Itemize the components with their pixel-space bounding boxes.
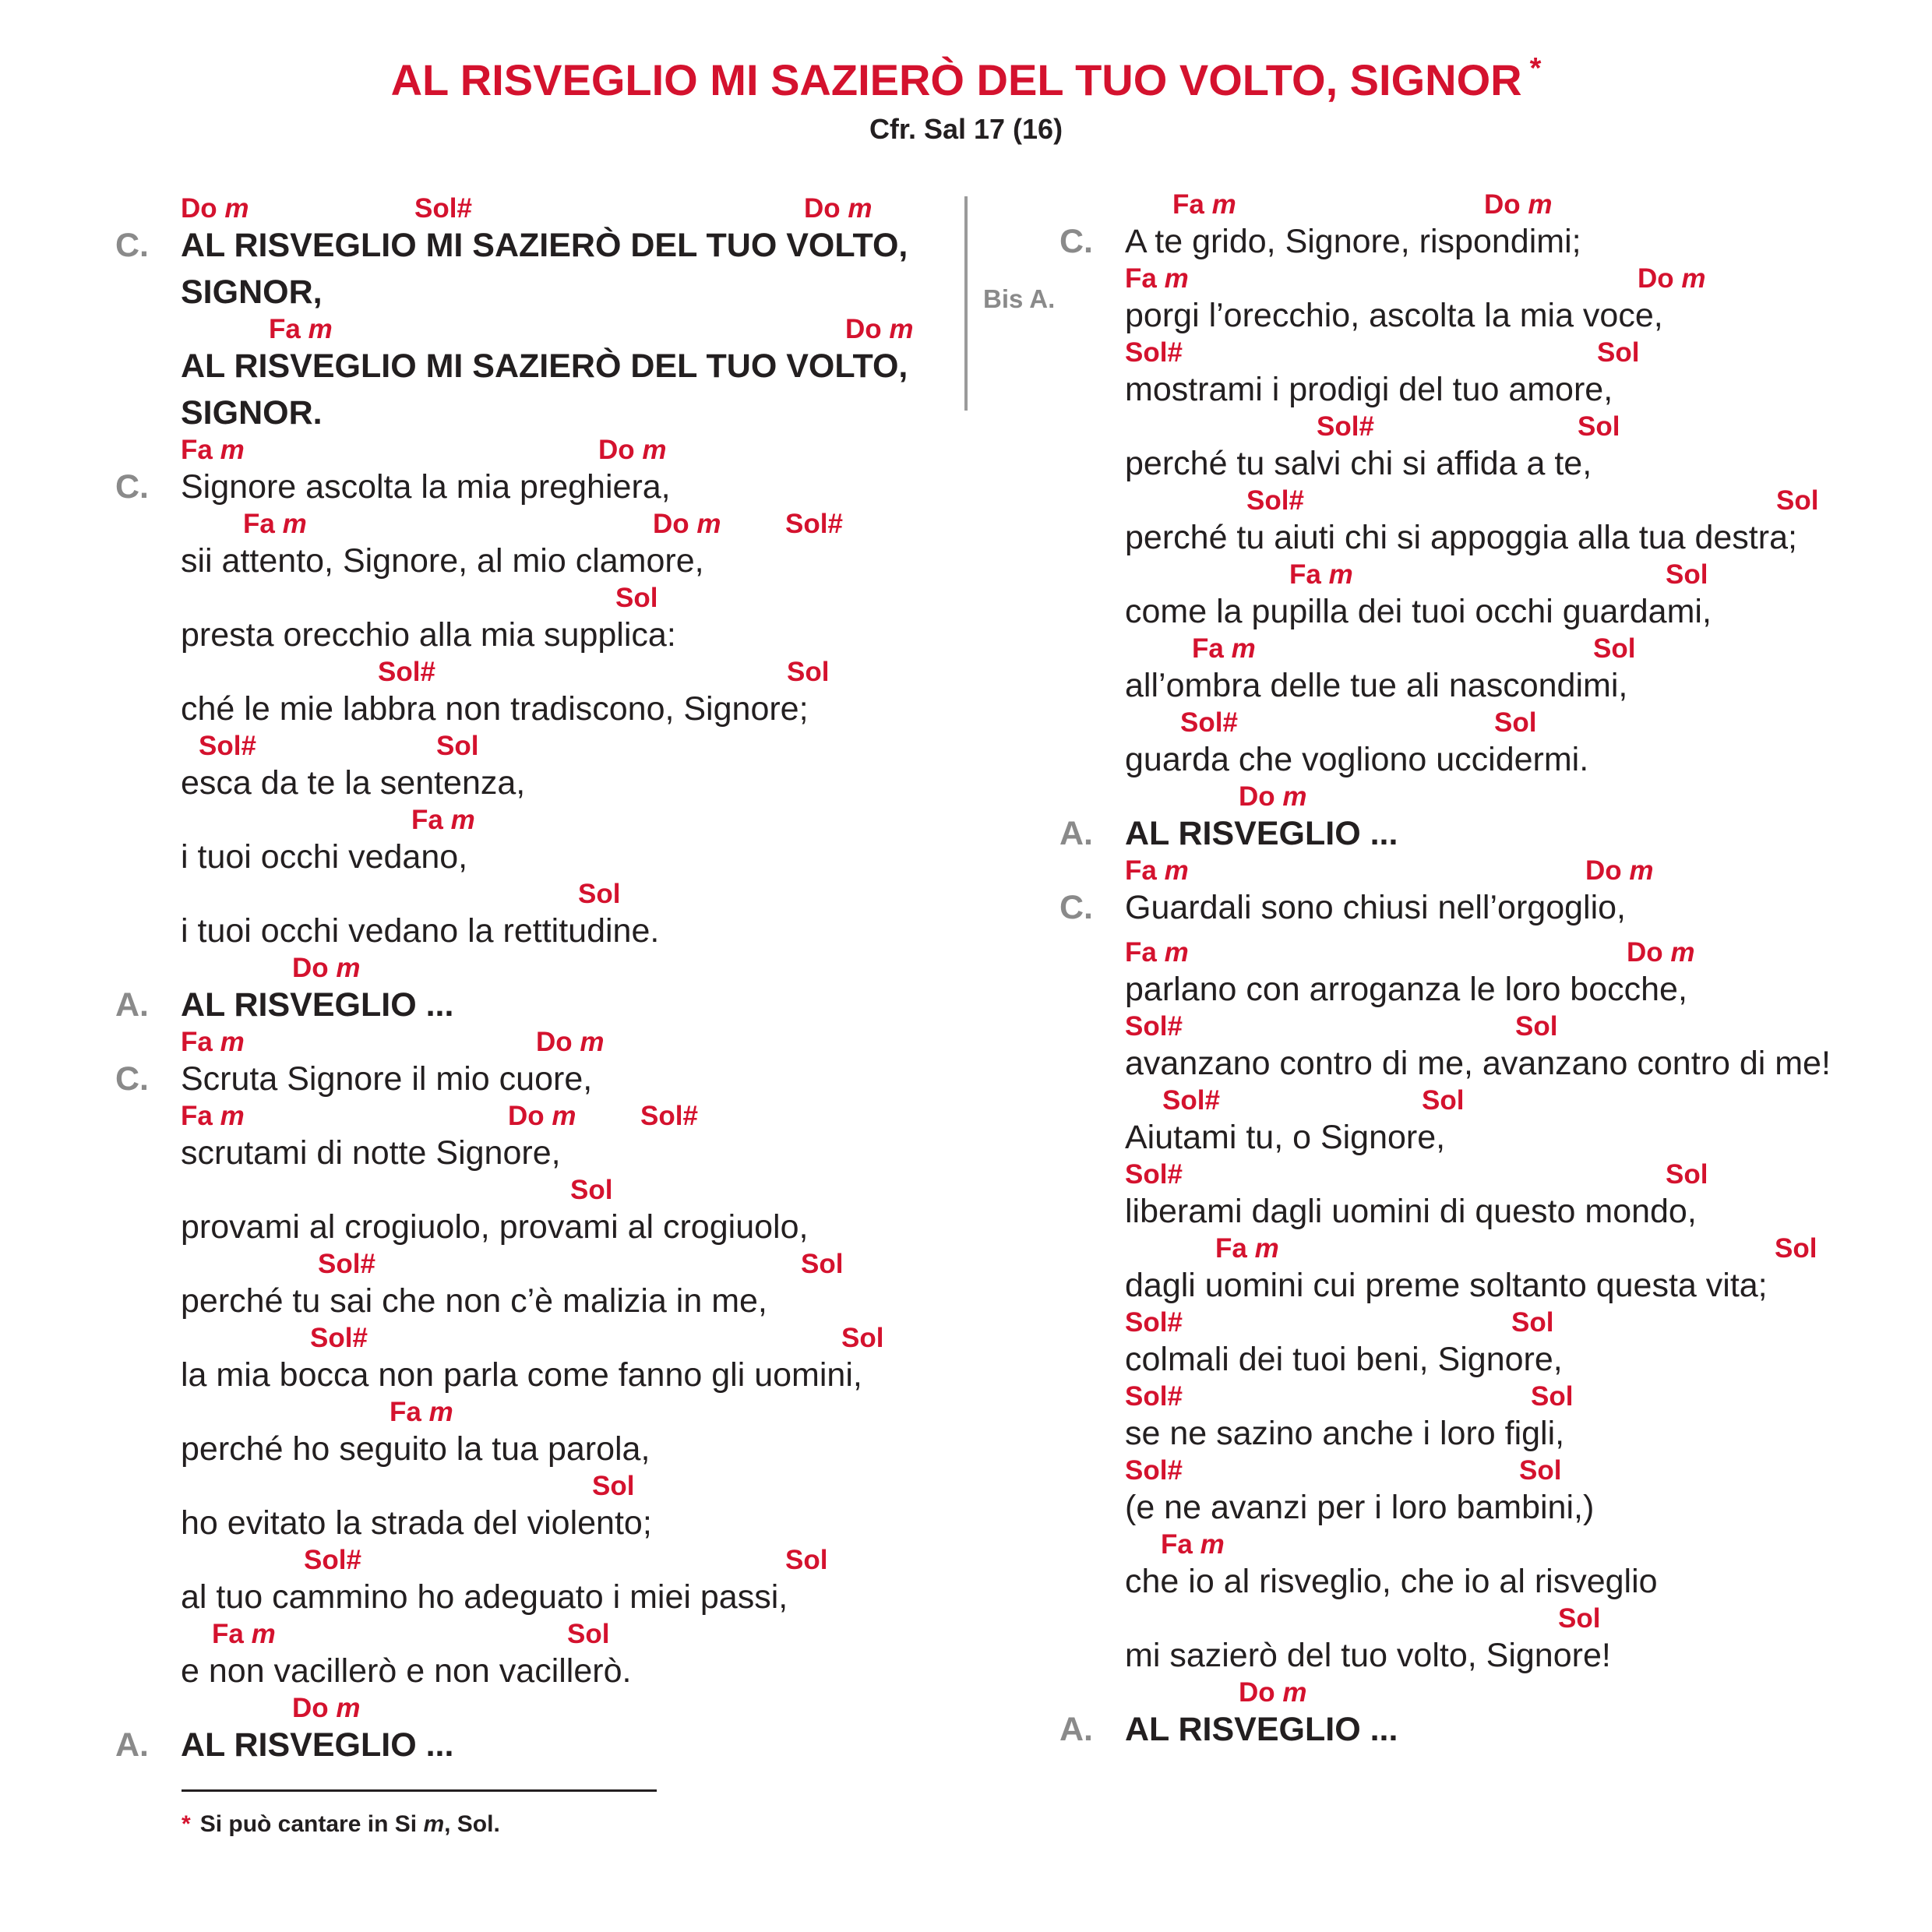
chord-root: Sol#	[1246, 485, 1304, 516]
chord-symbol	[1519, 1455, 1561, 1486]
chord-symbol	[801, 1249, 843, 1280]
song-title	[0, 52, 1932, 105]
chord-symbol	[592, 1471, 634, 1502]
chord-root: Sol	[841, 1323, 884, 1353]
lyric-line: scrutami di notte Signore,	[181, 1134, 561, 1172]
chord-root: Sol	[1519, 1455, 1562, 1486]
chord-root: Fa	[1289, 559, 1321, 590]
chord-minor-mark: m	[1164, 855, 1189, 886]
lyric-line: dagli uomini cui preme soltanto questa vita;	[1125, 1267, 1768, 1304]
chord-symbol	[1125, 1381, 1183, 1412]
lyric-line: avanzano contro di me, avanzano contro di me!	[1125, 1045, 1831, 1082]
chord-root: Fa	[181, 1101, 213, 1131]
chord-minor-mark: m	[336, 953, 361, 983]
refrain-lyric-line: AL RISVEGLIO ...	[181, 986, 454, 1024]
lyric-line: mi sazierò del tuo volto, Signore!	[1125, 1637, 1611, 1674]
chord-minor-mark: m	[220, 1027, 245, 1057]
chord-root: Sol#	[1162, 1085, 1220, 1116]
chord-minor-mark: m	[1200, 1529, 1225, 1560]
bis-bracket	[964, 196, 968, 411]
lyric-line: i tuoi occhi vedano la rettitudine.	[181, 912, 660, 950]
lyric-line: ho evitato la strada del violento;	[181, 1504, 652, 1542]
lyric-line: guarda che vogliono uccidermi.	[1125, 741, 1589, 778]
chord-symbol	[1239, 781, 1307, 813]
chord-root: Sol	[1558, 1603, 1601, 1634]
chord-minor-mark: m	[552, 1101, 576, 1131]
chord-symbol	[1162, 1085, 1220, 1116]
bis-label: Bis A.	[983, 284, 1056, 313]
chord-minor-mark: m	[251, 1619, 276, 1649]
chord-symbol	[1172, 189, 1236, 220]
chord-root: Do	[536, 1027, 573, 1057]
footnote	[182, 1811, 500, 1838]
lyric-line: Aiutami tu, o Signore,	[1125, 1119, 1446, 1156]
chord-root: Sol	[1422, 1085, 1465, 1116]
chord-symbol	[1125, 1011, 1183, 1042]
chord-minor-mark: m	[1328, 559, 1353, 590]
chord-minor-mark: m	[282, 509, 307, 539]
chord-root: Sol	[1775, 1233, 1817, 1264]
chord-root: Sol	[1776, 485, 1819, 516]
section-label: A.	[115, 1726, 149, 1764]
chord-symbol	[785, 1545, 827, 1576]
chord-minor-mark: m	[224, 193, 249, 224]
refrain-lyric-line: SIGNOR.	[181, 394, 323, 432]
chord-symbol	[1627, 937, 1695, 968]
chord-symbol	[1666, 559, 1708, 591]
chord-root: Do	[1638, 263, 1674, 294]
chord-root: Sol	[592, 1471, 635, 1501]
chord-symbol	[845, 314, 914, 345]
chord-minor-mark: m	[1282, 781, 1307, 812]
chord-symbol	[640, 1101, 698, 1132]
chord-root: Sol#	[1125, 1455, 1183, 1486]
chord-symbol	[1246, 485, 1304, 516]
chord-symbol	[804, 193, 873, 224]
lyric-line: ché le mie labbra non tradiscono, Signore;	[181, 690, 809, 728]
chord-minor-mark: m	[336, 1693, 361, 1723]
chord-root: Sol#	[199, 731, 256, 761]
lyric-line: colmali dei tuoi beni, Signore,	[1125, 1341, 1563, 1378]
chord-minor-mark: m	[1254, 1233, 1279, 1264]
chord-symbol	[1484, 189, 1553, 220]
chord-root: Do	[1239, 781, 1275, 812]
lyric-line: A te grido, Signore, rispondimi;	[1125, 223, 1581, 260]
chord-root: Fa	[243, 509, 275, 539]
chord-root: Fa	[411, 805, 443, 835]
chord-symbol	[304, 1545, 361, 1576]
chord-root: Sol#	[1125, 1307, 1183, 1338]
chord-minor-mark: m	[1164, 263, 1189, 294]
lyric-line: all’ombra delle tue ali nascondimi,	[1125, 667, 1628, 704]
chord-symbol	[1775, 1233, 1817, 1264]
lyric-line: parlano con arroganza le loro bocche,	[1125, 971, 1687, 1008]
section-label: A.	[1059, 1711, 1093, 1748]
chord-root: Sol	[785, 1545, 828, 1575]
chord-minor-mark: m	[642, 435, 667, 465]
chord-symbol	[318, 1249, 375, 1280]
chord-symbol	[1638, 263, 1706, 294]
chord-root: Sol#	[1125, 337, 1183, 368]
lyric-line: sii attento, Signore, al mio clamore,	[181, 542, 704, 580]
chord-root: Do	[1627, 937, 1663, 968]
chord-root: Do	[1585, 855, 1622, 886]
chord-symbol	[378, 657, 435, 688]
chord-symbol	[1125, 1307, 1183, 1338]
chord-symbol	[653, 509, 721, 540]
chord-symbol	[841, 1323, 883, 1354]
refrain-lyric-line: SIGNOR,	[181, 273, 323, 311]
section-label: C.	[115, 227, 149, 264]
chord-minor-mark: m	[428, 1397, 453, 1427]
chord-minor-mark: m	[1670, 937, 1695, 968]
chord-root: Fa	[181, 435, 213, 465]
chord-root: Sol	[787, 657, 830, 687]
chord-symbol	[212, 1619, 276, 1650]
footnote-text-after: , Sol.	[444, 1811, 500, 1837]
refrain-lyric-line: AL RISVEGLIO ...	[181, 1726, 454, 1764]
chord-root: Sol#	[1125, 1381, 1183, 1412]
chord-symbol	[411, 805, 475, 836]
lyric-line: liberami dagli uomini di questo mondo,	[1125, 1193, 1697, 1230]
chord-symbol	[1531, 1381, 1573, 1412]
lyric-line: come la pupilla dei tuoi occhi guardami,	[1125, 593, 1712, 630]
chord-symbol	[787, 657, 829, 688]
chord-symbol	[1289, 559, 1353, 591]
chord-symbol	[598, 435, 667, 466]
chord-symbol	[1239, 1677, 1307, 1708]
chord-symbol	[1161, 1529, 1225, 1560]
chord-minor-mark: m	[1629, 855, 1654, 886]
lyric-line: perché tu sai che non c’è malizia in me,	[181, 1282, 767, 1320]
chord-root: Do	[181, 193, 217, 224]
chord-root: Sol#	[1180, 707, 1238, 738]
chord-symbol	[181, 435, 245, 466]
chord-symbol	[310, 1323, 368, 1354]
chord-root: Sol	[578, 879, 621, 909]
chord-symbol	[181, 193, 249, 224]
chord-symbol	[436, 731, 478, 762]
section-label: C.	[115, 468, 149, 506]
chord-root: Sol	[1578, 411, 1620, 442]
chord-symbol	[615, 583, 658, 614]
chord-symbol	[785, 509, 843, 540]
chord-root: Sol#	[304, 1545, 361, 1575]
lyric-line: perché tu aiuti chi si appoggia alla tua destra;	[1125, 519, 1797, 556]
lyric-line: al tuo cammino ho adeguato i miei passi,	[181, 1578, 788, 1616]
chord-symbol	[1192, 633, 1256, 665]
chord-root: Fa	[390, 1397, 421, 1427]
chord-root: Sol	[1597, 337, 1640, 368]
chord-minor-mark: m	[1528, 189, 1553, 220]
chord-root: Fa	[1125, 937, 1157, 968]
chord-root: Sol	[1515, 1011, 1558, 1042]
chord-root: Sol	[567, 1619, 610, 1649]
chord-symbol	[1666, 1159, 1708, 1190]
chord-root: Sol#	[785, 509, 843, 539]
lyric-line: la mia bocca non parla come fanno gli uomini,	[181, 1356, 862, 1394]
chord-root: Fa	[1125, 263, 1157, 294]
chord-symbol	[1180, 707, 1238, 739]
chord-root: Fa	[212, 1619, 244, 1649]
lyric-line: porgi l’orecchio, ascolta la mia voce,	[1125, 297, 1663, 334]
chord-root: Sol#	[414, 193, 472, 224]
chord-symbol	[1125, 1455, 1183, 1486]
chord-symbol	[1597, 337, 1639, 368]
lyric-line: presta orecchio alla mia supplica:	[181, 616, 676, 654]
lyric-line: (e ne avanzi per i loro bambini,)	[1125, 1489, 1595, 1526]
chord-root: Fa	[1215, 1233, 1247, 1264]
chord-symbol	[1422, 1085, 1464, 1116]
section-label: C.	[115, 1060, 149, 1098]
lyric-line: i tuoi occhi vedano,	[181, 838, 468, 876]
section-label: C.	[1059, 889, 1093, 926]
lyric-line: provami al crogiuolo, provami al crogiuolo,	[181, 1208, 809, 1246]
chord-root: Sol	[570, 1175, 613, 1205]
footnote-minor: m	[423, 1811, 445, 1837]
chord-minor-mark: m	[1211, 189, 1236, 220]
chord-root: Do	[1484, 189, 1521, 220]
song-title-text: AL RISVEGLIO MI SAZIERÒ DEL TUO VOLTO, SIGNOR	[390, 55, 1522, 104]
chord-symbol	[578, 879, 620, 910]
lyric-line: Scruta Signore il mio cuore,	[181, 1060, 593, 1098]
chord-root: Fa	[1192, 633, 1224, 664]
chord-symbol	[1593, 633, 1635, 665]
chord-root: Sol#	[310, 1323, 368, 1353]
chord-symbol	[570, 1175, 612, 1206]
section-label: A.	[115, 986, 149, 1024]
lyric-line: Signore ascolta la mia preghiera,	[181, 468, 671, 506]
chord-symbol	[181, 1101, 245, 1132]
chord-root: Sol	[1494, 707, 1537, 738]
chord-symbol	[292, 1693, 361, 1724]
chord-symbol	[1585, 855, 1654, 887]
chord-minor-mark: m	[1282, 1677, 1307, 1708]
chord-root: Do	[804, 193, 841, 224]
chord-root: Sol	[1666, 1159, 1708, 1190]
section-label: C.	[1059, 223, 1093, 260]
lyric-line: perché tu salvi chi si affida a te,	[1125, 445, 1592, 482]
chord-symbol	[1776, 485, 1818, 516]
chord-minor-mark: m	[889, 314, 914, 344]
chord-symbol	[1515, 1011, 1557, 1042]
chord-minor-mark: m	[848, 193, 873, 224]
chord-root: Sol	[436, 731, 479, 761]
chord-minor-mark: m	[220, 1101, 245, 1131]
chord-root: Sol	[1593, 633, 1636, 664]
song-subtitle: Cfr. Sal 17 (16)	[869, 113, 1063, 145]
chord-root: Do	[292, 953, 329, 983]
refrain-lyric-line: AL RISVEGLIO MI SAZIERÒ DEL TUO VOLTO,	[181, 347, 908, 385]
chord-root: Do	[1239, 1677, 1275, 1708]
chord-symbol	[1578, 411, 1620, 442]
chord-symbol	[1125, 937, 1189, 968]
chord-symbol	[199, 731, 256, 762]
chord-symbol	[1317, 411, 1374, 442]
chord-symbol	[508, 1101, 576, 1132]
footnote-text-before: Si può cantare in Si	[199, 1811, 418, 1837]
chord-symbol	[536, 1027, 605, 1058]
chord-symbol	[1125, 337, 1183, 368]
lyric-line: e non vacillerò e non vacillerò.	[181, 1652, 632, 1690]
chord-root: Do	[653, 509, 689, 539]
chord-root: Sol	[1531, 1381, 1574, 1412]
refrain-lyric-line: AL RISVEGLIO ...	[1125, 815, 1398, 852]
chord-root: Sol	[1511, 1307, 1554, 1338]
chord-root: Fa	[1172, 189, 1204, 220]
chord-root: Sol#	[640, 1101, 698, 1131]
lyric-line: esca da te la sentenza,	[181, 764, 526, 802]
chord-minor-mark: m	[1681, 263, 1706, 294]
refrain-lyric-line: AL RISVEGLIO MI SAZIERÒ DEL TUO VOLTO,	[181, 227, 908, 264]
chord-symbol	[243, 509, 307, 540]
lyric-line: perché ho seguito la tua parola,	[181, 1430, 650, 1468]
chord-root: Sol#	[318, 1249, 375, 1279]
chord-symbol	[292, 953, 361, 984]
lyric-line: mostrami i prodigi del tuo amore,	[1125, 371, 1613, 408]
chord-root: Fa	[181, 1027, 213, 1057]
chord-symbol	[390, 1397, 453, 1428]
chord-minor-mark: m	[696, 509, 721, 539]
chord-root: Do	[845, 314, 882, 344]
chord-symbol	[1125, 1159, 1183, 1190]
chord-root: Fa	[1161, 1529, 1193, 1560]
chord-root: Sol#	[378, 657, 435, 687]
chord-symbol	[1125, 263, 1189, 294]
section-label: A.	[1059, 815, 1093, 852]
chord-symbol	[1558, 1603, 1600, 1634]
chord-symbol	[1511, 1307, 1553, 1338]
chord-symbol	[181, 1027, 245, 1058]
footnote-mark: *	[182, 1811, 191, 1837]
chord-symbol	[1125, 855, 1189, 887]
chord-root: Do	[508, 1101, 545, 1131]
chord-root: Sol#	[1317, 411, 1374, 442]
chord-minor-mark: m	[1231, 633, 1256, 664]
chord-symbol	[414, 193, 472, 224]
footnote-rule	[182, 1789, 657, 1792]
chord-minor-mark: m	[1164, 937, 1189, 968]
chord-root: Sol#	[1125, 1011, 1183, 1042]
chord-symbol	[567, 1619, 609, 1650]
chord-root: Sol	[615, 583, 658, 613]
chord-symbol	[1494, 707, 1536, 739]
chord-root: Sol	[1666, 559, 1708, 590]
chord-root: Do	[292, 1693, 329, 1723]
chord-root: Do	[598, 435, 635, 465]
chord-minor-mark: m	[450, 805, 475, 835]
chord-minor-mark: m	[580, 1027, 605, 1057]
chord-root: Sol	[801, 1249, 844, 1279]
chord-minor-mark: m	[220, 435, 245, 465]
lyric-line: Guardali sono chiusi nell’orgoglio,	[1125, 889, 1626, 926]
chord-root: Fa	[1125, 855, 1157, 886]
chord-root: Fa	[269, 314, 301, 344]
refrain-lyric-line: AL RISVEGLIO ...	[1125, 1711, 1398, 1748]
title-footnote-mark: *	[1529, 52, 1542, 85]
lyric-line: se ne sazino anche i loro figli,	[1125, 1415, 1565, 1452]
chord-minor-mark: m	[308, 314, 333, 344]
lyric-line: che io al risveglio, che io al risveglio	[1125, 1563, 1658, 1600]
chord-symbol	[1215, 1233, 1279, 1264]
chord-root: Sol#	[1125, 1159, 1183, 1190]
chord-symbol	[269, 314, 333, 345]
